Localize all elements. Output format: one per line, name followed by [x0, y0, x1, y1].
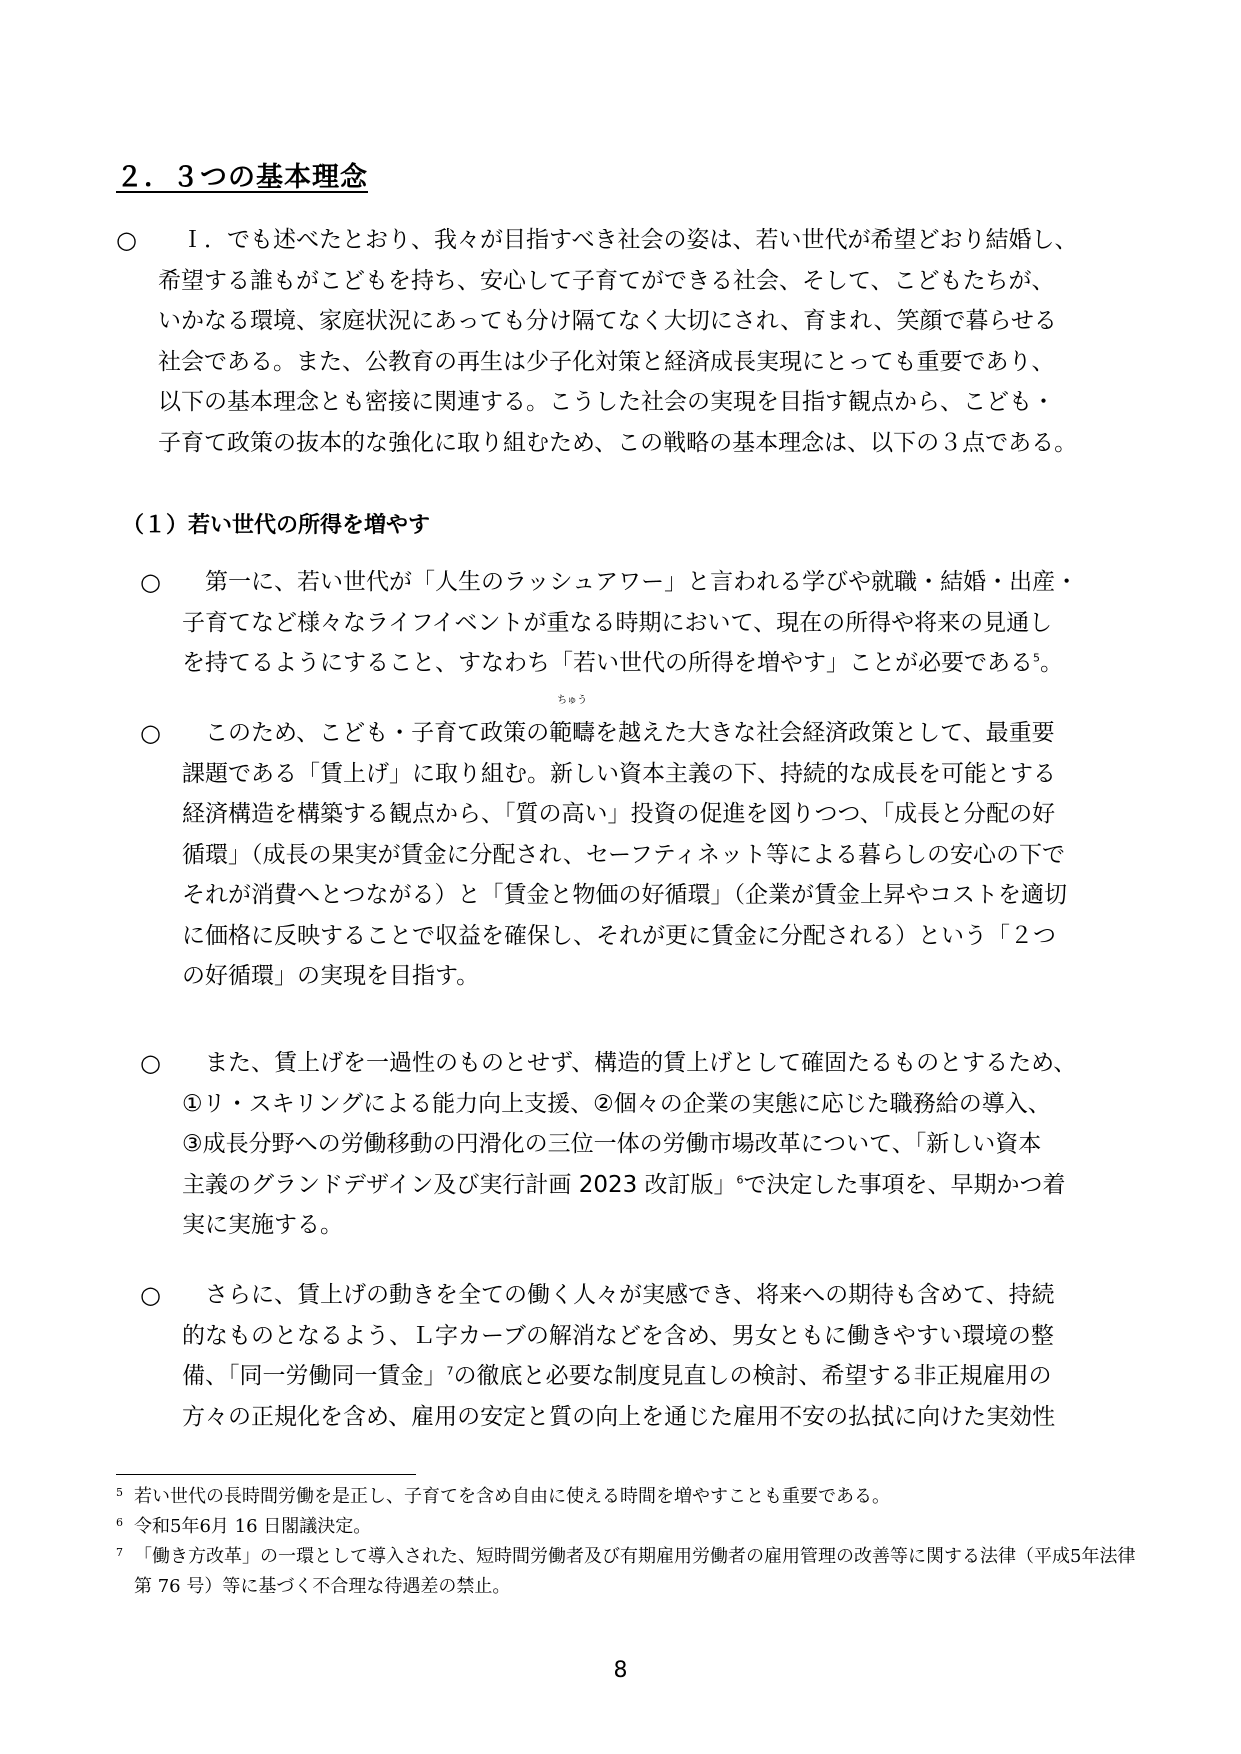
bullet-circle-icon: ○: [140, 1049, 161, 1077]
p3-line: 実に実施する。: [182, 1212, 343, 1238]
footnote-separator: [116, 1474, 416, 1475]
bullet-circle-icon: ○: [140, 719, 161, 747]
footnote-7: [116, 1542, 1136, 1602]
ruby-base: 範疇: [549, 720, 596, 746]
footnote-number: 7: [116, 1546, 123, 1559]
paragraph-1: [140, 562, 1140, 684]
intro-paragraph: [116, 220, 1136, 463]
p3-line4-post: で決定した事項を、早期かつ着: [743, 1171, 1066, 1198]
p1-line: [182, 643, 1140, 684]
footnote-text: 令和5年6月 16 日閣議決定。: [134, 1516, 372, 1537]
p4-line: [182, 1356, 1140, 1397]
subsection-heading: （１）若い世代の所得を増やす: [122, 513, 431, 538]
p1-line: 子育てなど様々なライフイベントが重なる時期において、現在の所得や将来の見通し: [182, 609, 1053, 636]
p1-line-end: 。: [1040, 650, 1063, 676]
footnote-number: 5: [116, 1486, 123, 1499]
bullet-circle-icon: ○: [140, 1281, 161, 1309]
p3-line: また、賃上げを一過性のものとせず、構造的賃上げとして確固たるものとするため、: [182, 1050, 1077, 1076]
footnotes: [116, 1482, 1136, 1602]
intro-line: 子育て政策の抜本的な強化に取り組むため、この戦略の基本理念は、以下の３点である。: [158, 429, 1078, 456]
p3-line4-pre: 主義のグランドデザイン及び実行計画 2023 改訂版」: [182, 1171, 737, 1198]
footnote-ref-7: 7: [446, 1364, 454, 1378]
bullet-circle-icon: ○: [116, 226, 137, 254]
section-heading: ２．３つの基本理念: [116, 162, 368, 193]
p2-line: の好循環」の実現を目指す。: [182, 963, 480, 989]
footnote-ref-5: 5: [1033, 651, 1040, 665]
footnote-6: [116, 1512, 1136, 1542]
p2-line: に価格に反映することで収益を確保し、それが更に賃金に分配される）という「２つ: [182, 922, 1056, 949]
p1-line-text: を持てるようにすること、すなわち「若い世代の所得を増やす」ことが必要である: [182, 650, 1033, 676]
page-number: 8: [613, 1658, 628, 1683]
p2-line: [182, 695, 1140, 754]
p2-line: 循環」（成長の果実が賃金に分配され、セーフティネット等による暮らしの安心の下で: [182, 841, 1065, 868]
p1-line: 第一に、若い世代が「人生のラッシュアワー」と言われる学びや就職・結婚・出産・: [182, 569, 1079, 595]
paragraph-4: [140, 1275, 1140, 1437]
p4-line3-pre: 備、「同一労働同一賃金」: [182, 1363, 447, 1389]
intro-line: 希望する誰もがこどもを持ち、安心して子育てができる社会、そして、こどもたちが、: [158, 267, 1055, 294]
p3-line: ①リ・スキリングによる能力向上支援、②個々の企業の実態に応じた職務給の導入、: [182, 1090, 1051, 1117]
intro-line: 社会である。また、公教育の再生は少子化対策と経済成長実現にとっても重要であり、: [158, 348, 1055, 375]
footnote-number: 6: [116, 1516, 123, 1529]
p2-line1-post: を越えた大きな社会経済政策として、最重要: [595, 720, 1055, 746]
p4-line: 的なものとなるよう、Ｌ字カーブの解消などを含め、男女ともに働きやすい環境の整: [182, 1322, 1054, 1349]
ruby-reading: ちゅう: [557, 695, 588, 706]
p2-line: それが消費へとつながる）と「賃金と物価の好循環」（企業が賃金上昇やコストを適切: [182, 882, 1068, 908]
bullet-circle-icon: ○: [140, 568, 161, 596]
paragraph-2: [140, 695, 1140, 997]
p4-line: さらに、賃上げの動きを全ての働く人々が実感でき、将来への期待も含めて、持続: [182, 1282, 1055, 1308]
paragraph-3: [140, 1043, 1140, 1246]
p4-line: 方々の正規化を含め、雇用の安定と質の向上を通じた雇用不安の払拭に向けた実効性: [182, 1403, 1056, 1430]
p2-line: 課題である「賃上げ」に取り組む。新しい資本主義の下、持続的な成長を可能とする: [182, 760, 1056, 787]
footnote-text: 「働き方改革」の一環として導入された、短時間労働者及び有期雇用労働者の雇用管理の改善等に関する法律（平成5年法律第 76 号）等に基づく不合理な待遇差の禁止。: [134, 1546, 1136, 1597]
ruby-word: [549, 695, 596, 754]
p4-line3-post: の徹底と必要な制度見直しの検討、希望する非正規雇用の: [453, 1363, 1052, 1389]
p3-line: ③成長分野への労働移動の円滑化の三位一体の労働市場改革について、「新しい資本: [182, 1131, 1042, 1157]
footnote-ref-6: 6: [736, 1172, 744, 1186]
p2-line: 経済構造を構築する観点から、「質の高い」投資の促進を図りつつ、「成長と分配の好: [182, 801, 1056, 827]
intro-line: 以下の基本理念とも密接に関連する。こうした社会の実現を目指す観点から、こども・: [158, 389, 1055, 415]
footnote-5: [116, 1482, 1136, 1512]
intro-line: Ｉ．でも述べたとおり、我々が目指すべき社会の姿は、若い世代が希望どおり結婚し、: [158, 227, 1078, 253]
footnote-text: 若い世代の長時間労働を是正し、子育てを含め自由に使える時間を増やすことも重要である。: [134, 1486, 890, 1507]
intro-line: いかなる環境、家庭状況にあっても分け隔てなく大切にされ、育まれ、笑顔で暮らせる: [158, 308, 1057, 334]
p3-line: [182, 1165, 1140, 1206]
p2-line1-pre: このため、こども・子育て政策の: [182, 720, 550, 746]
